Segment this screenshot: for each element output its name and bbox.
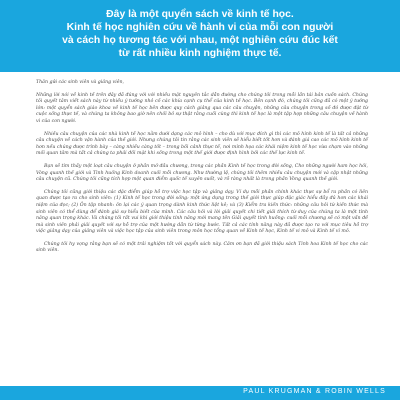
footer-bar [0, 386, 400, 400]
letter-body [36, 80, 368, 261]
header-line-3: và cách họ tương tác với nhau, một nghiên cứu đúc kết [62, 35, 338, 46]
header-line-4: từ rất nhiều kinh nghiệm thực tế. [118, 48, 282, 59]
paragraph-2: Nhiều câu chuyện của các nhà kinh tế học nằm dưới dạng các mô hình – cho dù với mục đích gì thì các mô hình kinh tế là tất cả những câu chuyện về cách vận hành của thế giới. Nhưng chúng tôi tin rằng các sinh viên sẽ hiểu biết tốt hơn và đánh giá cao các mô hình kinh tế hơn nếu chúng được trình bày – càng nhiều càng tốt – trong bối cảnh thực tế, nơi mình họa các khái niệm kinh tế học vừa chạm vào những mối quan tâm mà tất cả chúng ta phải đối mặt khi sống trong một thế giới được định hình bởi các thế lực kinh tế. [36, 131, 368, 157]
header-banner [0, 0, 400, 72]
header-line-2: Kinh tế học nghiên cứu về hành vi của mỗi con người [66, 22, 334, 33]
header-line-1: Đây là một quyển sách về kinh tế học. [106, 9, 294, 20]
paragraph-4: Chúng tôi cũng giới thiệu các đặc điểm giúp hỗ trợ việc học tập và giảng dạy. Ví dụ mỗi phần chính khác thực sự bổ ra phần có liên quan được tạo ra cho sinh viên: (1) Kinh tế học trong đời sống: một ứng dụng trong thế giới thực giúp đặc giác hiểu đầy đủ hơn các khái niệm của đọc; (2) Ôn tập nhanh: ôn lại các ý quan trọng dành kinh thức liệt kê; và (3) Kiểm tra kiến thức: những câu hỏi từ kiến thức mà sinh viên có thể dùng để đánh giá sự hiểu biết của mình. Các câu hỏi và lời giải quyết chi tiết giải thích từ duy của chúng ta là một tình năng quan trọng khác. Và chúng tôi rất vui khi giới thiệu tính năng mới mang tên Giải quyết tình huống: cuối mỗi chương sẽ có một vấn đề mà sinh viên phải giải quyết với sự hỗ trợ của một hướng dẫn từ từng bước. Tất cả các tính năng này đã được tạo ra với mục tiêu hỗ trợ việc giảng dạy của giảng viên và việc học tập của sinh viên trong môn học tổng quan về Kinh tế học, Kinh tế vi mô và Kinh tế vĩ mô. [36, 189, 368, 235]
salutation: Thân gửi các sinh viên và giảng viên, [36, 80, 125, 85]
paragraph-1: Những lời nói về kinh tế trên đây đã đúng với với nhiều mặt nguyên tắc dẫn đường cho chúng tôi trong mỗi lần tái bản cuốn sách. Chúng tôi quyết tâm viết sách này từ nhiều ý tưởng nhỏ cố các khía cạnh cụ thể của kinh tế học. Bên cạnh đó, chúng tôi cũng đã có một ý tưởng lớn: một quyển sách giáo khoa về kinh tế học bên được quy cách giảng qua các câu chuyện, những câu chuyện trong số đó được đặt từ cuộc sống thực tế, và chúng ta không bao giờ nên chối bỏ sự thật rằng cuối cùng thì kinh tế học là một tập hợp những câu chuyện về hành vi của con người. [36, 92, 368, 124]
authors-signature: PAUL KRUGMAN & ROBIN WELLS [243, 388, 386, 395]
paragraph-3: Bạn sẽ tìm thấy một loạt câu chuyện ở phần mở đầu chương, trong các phần Kinh tế học trong đời sống, Cho những người ham học hỏi, Vòng quanh thế giới và Tình huống Kinh doanh cuối mỗi chương. Như thường lệ, chúng tôi thêm nhiều câu chuyện mới và cập nhật những câu chuyện cũ. Chúng tôi cũng tích hợp một quan điểm quốc tế xuyên suốt, và rõ ràng nhất là trong phần Vòng quanh thế giới. [36, 163, 368, 183]
paragraph-5: Chúng tôi hy vọng rằng bạn sẽ có một trải nghiệm tốt với quyển sách này. Cảm ơn bạn đã giới thiệu sách Tinh hoa Kinh tế học cho các sinh viên. [36, 241, 368, 254]
